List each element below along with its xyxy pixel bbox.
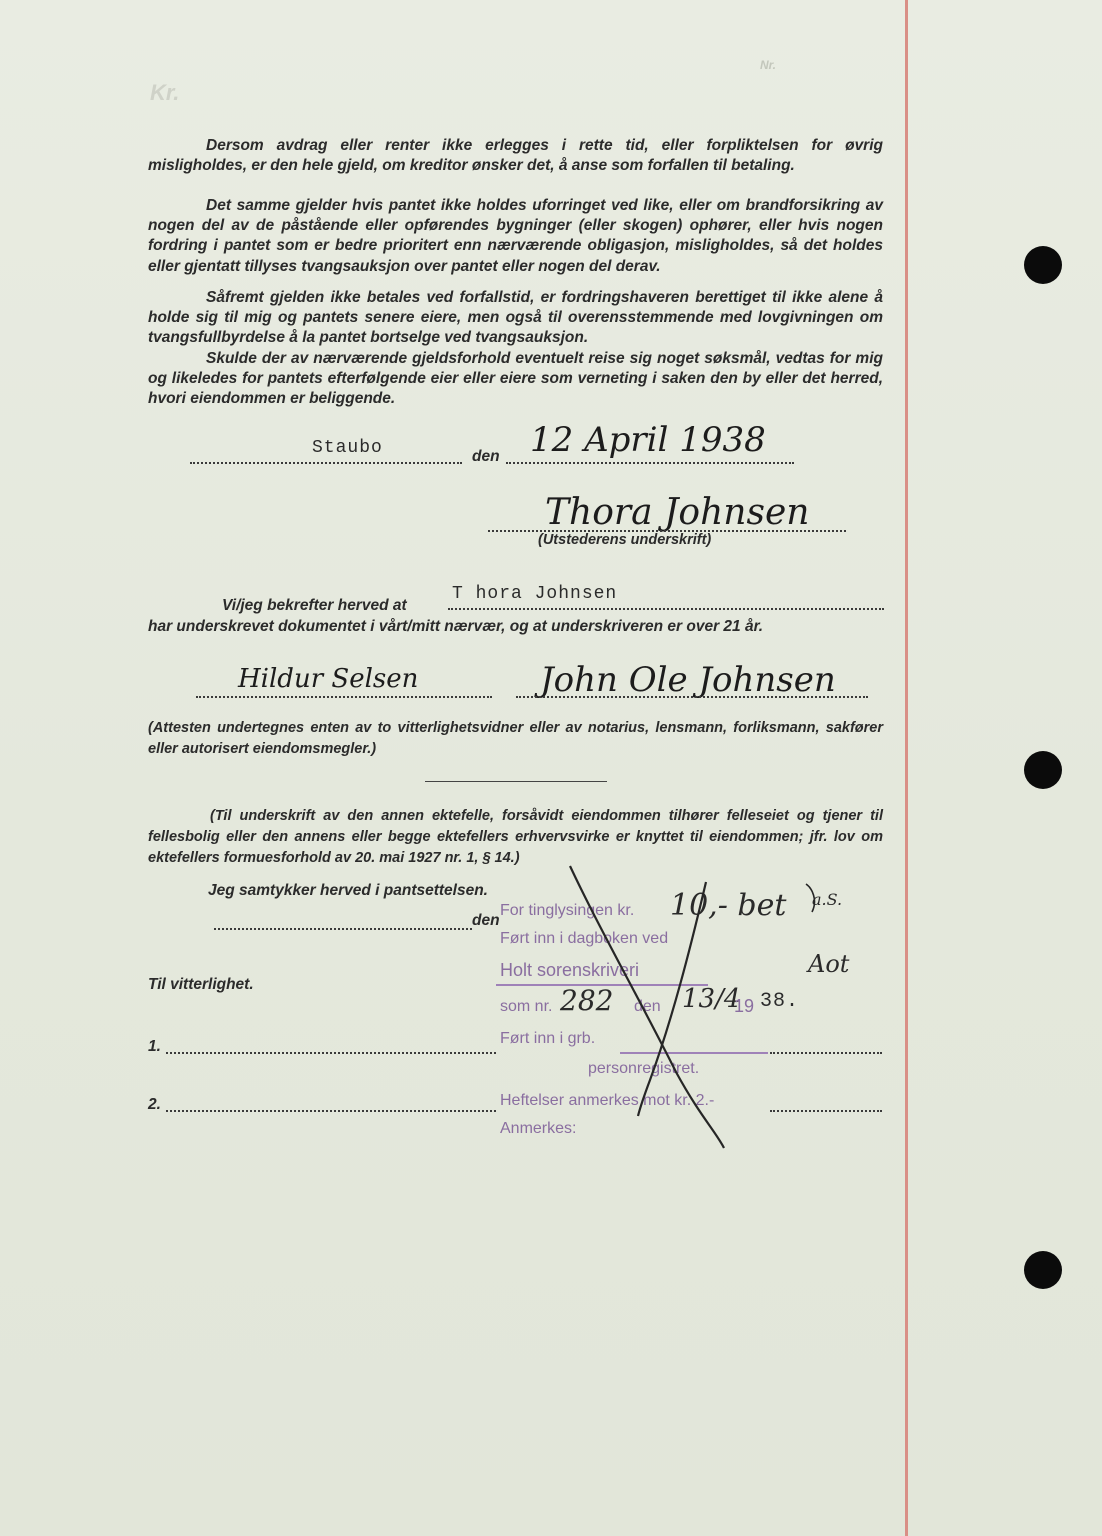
witness-signature-1: Hildur Selsen xyxy=(238,664,419,694)
stamp-fee-handwritten: 10,- bet xyxy=(670,888,787,923)
consent-den-label: den xyxy=(472,912,500,929)
issuer-caption: (Utstederens underskrift) xyxy=(538,532,712,548)
stamp-grb: Ført inn i grb. xyxy=(500,1030,596,1047)
stamp-heftelser: Heftelser anmerkes mot kr. 2.- xyxy=(500,1092,715,1109)
stamp-fee-initials: a.S. xyxy=(812,890,843,909)
consent-text: Jeg samtykker herved i pantsettelsen. xyxy=(208,882,488,899)
stamp-anmerkes: Anmerkes: xyxy=(500,1120,577,1137)
paragraph-verneting: Skulde der av nærværende gjeldsforhold eventuelt reise sig noget søksmål, vedtas for mig og likeledes for pantets efterfølgende eier eller eiere som verneting i saken den by eller det herred, hvori eiendommen er beliggende. xyxy=(148,350,883,408)
stamp-date: 13/4 xyxy=(682,984,741,1014)
stamp-office: Holt sorenskriveri xyxy=(500,960,640,980)
stamp-year-suffix: 38. xyxy=(760,990,800,1013)
witness-signature-2: John Ole Johnsen xyxy=(540,660,836,700)
witness-number-2: 2. xyxy=(148,1096,161,1113)
stamp-personregistret: personregistret. xyxy=(588,1060,700,1077)
den-label: den xyxy=(472,448,500,465)
paragraph-insurance: Det samme gjelder hvis pantet ikke holdes uforringet ved like, eller om brandforsikring av nogen del av de påstående eller opførendes bygninger (eller skogen) ophører, eller hvis nogen fordring i pantet som er bedre prioritert enn nærværende obligasjon, misligholdes, så det holdes eller gjentatt tillyses tvangsauksjon over pantet eller nogen del derav. xyxy=(148,197,883,275)
spouse-note: (Til underskrift av den annen ektefelle, forsåvidt eiendommen tilhører felleseiet og tjener til fellesbolig eller den annens eller begge ektefellers erhvervsvirke er knyttet til eiendommen; jfr. lov om ektefellers formuesforhold av 20. mai 1927 nr. 1, § 14.) xyxy=(148,808,883,866)
show-through-header: Kr. xyxy=(150,80,180,105)
witness-number-1: 1. xyxy=(148,1038,161,1055)
stamp-den-label: den xyxy=(634,998,661,1015)
paragraph-forfallstid: Såfremt gjelden ikke betales ved forfallstid, er fordringshaveren berettiget til ikke alene å holde sig til mig og pantets senere eiere, men også til overensstemmende med lovgivningen om tvangsfullbyrdelse å la pantet bortselge ved tvangsauksjon. xyxy=(148,289,883,347)
stamp-initials: Aot xyxy=(808,950,850,978)
handwritten-date: 12 April 1938 xyxy=(530,420,766,460)
stamp-number: 282 xyxy=(560,984,614,1017)
attest-note: (Attesten undertegnes enten av to vitterlighetsvidner eller av notarius, lensmann, forliksmann, sakfører eller autorisert eiendomsmegler.) xyxy=(148,720,883,757)
stamp-som-nr-label: som nr. xyxy=(500,998,553,1015)
stamp-line-dagbok: Ført inn i dagboken ved xyxy=(500,930,669,947)
stamp-year-prefix: 19 xyxy=(734,996,755,1016)
issuer-signature: Thora Johnsen xyxy=(545,492,810,533)
confirm-suffix: har underskrevet dokumentet i vårt/mitt nærvær, og at underskriveren er over 21 år. xyxy=(148,618,764,635)
show-through-mark: Nr. xyxy=(760,58,777,72)
place-name: Staubo xyxy=(312,438,383,458)
witness-heading: Til vitterlighet. xyxy=(148,976,254,993)
confirm-name: T hora Johnsen xyxy=(452,584,618,604)
paragraph-default: Dersom avdrag eller renter ikke erlegges i rette tid, eller forpliktelsen for øvrig misligholdes, er den hele gjeld, om kreditor ønsker det, å anse som forfallen til betaling. xyxy=(148,137,883,175)
stamp-line-tinglysing: For tinglysingen kr. xyxy=(500,902,635,919)
confirm-prefix: Vi/jeg bekrefter herved at xyxy=(222,597,407,614)
